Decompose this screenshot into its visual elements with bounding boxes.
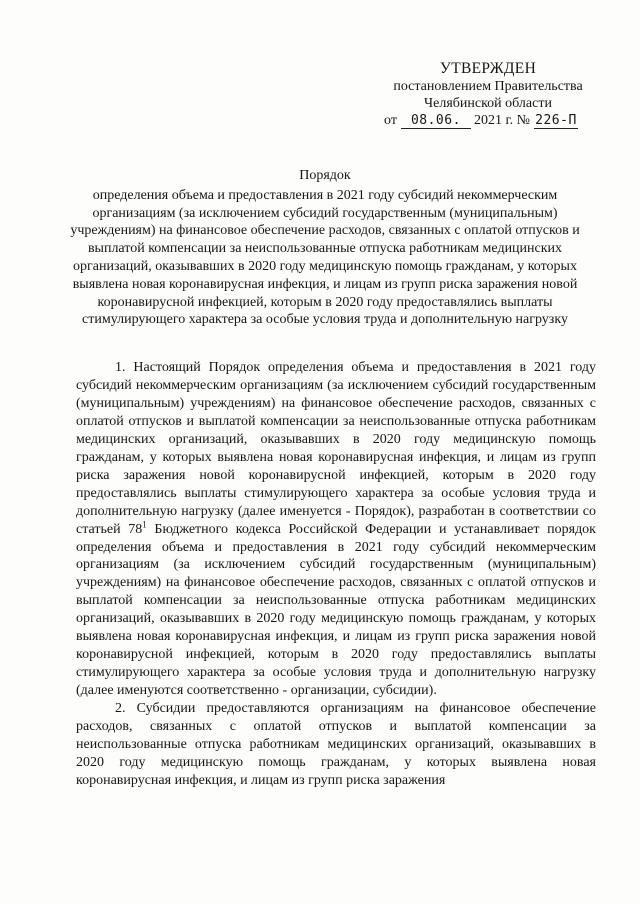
document-title — [60, 167, 590, 329]
title-text: определения объема и предоставления в 2021 году субсидий некоммерческим организациям (за исключением субсидий государственным (муниципальным) учреждениям) на финансовое обеспечение расходов, связанных с оплатой отпусков и выплатой компенсации за неиспользованные отпуска работникам медицинских организаций, оказывавших в 2020 году медицинскую помощь гражданам, у которых выявлена новая коронавирусная инфекция, и лицам из групп риска заражения новой коронавирусной инфекцией, которым в 2020 году предоставлялись выплаты стимулирующего характера за особые условия труда и дополнительную нагрузку — [70, 187, 580, 328]
number-field — [534, 113, 578, 129]
approval-line-1: постановлением Правительства — [393, 79, 583, 94]
paragraph-1-text-a: 1. Настоящий Порядок определения объема и предоставления в 2021 году субсидий некоммерческим организациям (за исключением субсидий государственным (муниципальным) учреждениям) на финансовое обеспечение расходов, связанных с оплатой отпусков и выплатой компенсации за неиспользованные отпуска работникам медицинских организаций, оказывавших в 2020 году медицинскую помощь гражданам, у которых выявлена новая коронавирусная инфекция, и лицам из групп риска заражения новой коронавирусной инфекцией, которым в 2020 году предоставлялись выплаты стимулирующего характера за особые условия труда и дополнительную нагрузку (далее именуется - Порядок), разработан в соответствии со статьей 78 — [76, 360, 596, 537]
date-field — [401, 113, 471, 129]
date-prefix: от — [384, 113, 397, 128]
approval-date-line — [384, 113, 616, 129]
approval-heading: УТВЕРЖДЕН — [439, 60, 537, 77]
approval-line-2: Челябинской области — [424, 96, 552, 111]
article-superscript: 1 — [142, 518, 147, 529]
paragraph-2: 2. Субсидии предоставляются организациям на финансовое обеспечение расходов, связанных с оплатой отпусков и выплатой компенсации за неиспользованные отпуска работникам медицинских организаций, оказывавших в 2020 году медицинскую помощь гражданам, у которых выявлена новая коронавирусная инфекция, и лицам из групп риска заражения — [76, 701, 596, 788]
number-value: 226-П — [535, 113, 577, 128]
paragraph-1 — [76, 359, 596, 700]
approval-stamp — [372, 60, 604, 112]
year-number-label: 2021 г. № — [473, 113, 530, 128]
date-value: 08.06. — [410, 113, 461, 128]
title-name: Порядок — [299, 168, 351, 183]
paragraph-1-text-b: Бюджетного кодекса Российской Федерации и устанавливает порядок определения объема и предоставления в 2021 году субсидий некоммерческим организациям (за исключением субсидий государственным (муниципальным) учреждениям) на финансовое обеспечение расходов, связанных с оплатой отпусков и выплатой компенсации за неиспользованные отпуска работникам медицинских организаций, оказывавших в 2020 году медицинскую помощь гражданам, у которых выявлена новая коронавирусная инфекция, и лицам из групп риска заражения новой коронавирусной инфекцией, которым в 2020 году предоставлялись выплаты стимулирующего характера за особые условия труда и дополнительную нагрузку (далее именуются соответственно - организации, субсидии). — [76, 521, 596, 699]
document-body — [76, 359, 596, 790]
